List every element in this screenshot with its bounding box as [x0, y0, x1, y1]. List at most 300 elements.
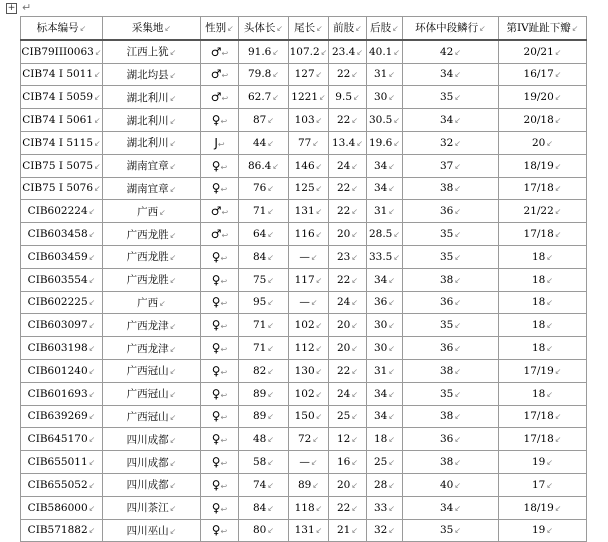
cell-value: 34	[373, 387, 388, 400]
cell-end-mark-icon: ↙	[315, 389, 323, 399]
cell-value: 79.8	[247, 68, 272, 81]
sex-value: ♀	[211, 363, 221, 378]
sex-value: ♂	[210, 90, 222, 105]
sex-value: ♀	[211, 181, 221, 196]
cell-midbody-scale-rows	[403, 405, 499, 428]
cell-toe-iv-lamellae	[499, 154, 587, 177]
cell-forelimb	[329, 200, 367, 223]
cell-midbody-scale-rows	[403, 245, 499, 268]
cell-end-mark-icon: ↙	[454, 458, 462, 468]
cell-value: 107.2	[289, 45, 320, 58]
paragraph-return-icon: ↩	[220, 459, 228, 469]
cell-locality	[103, 291, 201, 314]
cell-locality	[103, 223, 201, 246]
cell-end-mark-icon: ↙	[169, 504, 177, 514]
cell-end-mark-icon: ↙	[351, 184, 359, 194]
header-label: 性别	[205, 22, 227, 35]
cell-end-mark-icon: ↙	[554, 412, 562, 422]
cell-value: 112	[294, 342, 315, 355]
cell-value: 四川成都	[126, 456, 169, 469]
cell-value: 18/19	[523, 501, 554, 514]
cell-end-mark-icon: ↙	[94, 184, 101, 194]
cell-value: 34	[439, 68, 454, 81]
cell-value: 35	[439, 228, 454, 241]
cell-locality	[103, 109, 201, 132]
cell-toe-iv-lamellae	[499, 519, 587, 542]
cell-sex	[201, 337, 239, 360]
cell-value: 22	[336, 68, 351, 81]
cell-sex	[201, 473, 239, 496]
cell-value: 湖南宜章	[126, 160, 169, 173]
cell-end-mark-icon: ↙	[267, 435, 275, 445]
cell-midbody-scale-rows	[403, 314, 499, 337]
cell-end-mark-icon: ↙	[94, 47, 102, 57]
cell-tail-length	[289, 223, 329, 246]
cell-specimen-id	[21, 40, 103, 63]
paragraph-return-icon: ↩	[221, 94, 229, 104]
cell-value: CIB602225	[27, 296, 88, 309]
cell-forelimb	[329, 177, 367, 200]
cell-end-mark-icon: ↙	[227, 24, 234, 34]
cell-end-mark-icon: ↙	[554, 503, 562, 513]
cell-value: 38	[439, 273, 454, 286]
cell-specimen-id	[21, 428, 103, 451]
cell-end-mark-icon: ↙	[267, 412, 275, 422]
cell-value: CIB586000	[27, 501, 88, 514]
cell-value: 35	[439, 387, 454, 400]
cell-value: 20	[336, 478, 351, 491]
cell-end-mark-icon: ↙	[267, 480, 275, 490]
cell-hindlimb	[367, 519, 403, 542]
cell-specimen-id	[21, 245, 103, 268]
cell-value: —	[299, 250, 310, 263]
cell-end-mark-icon: ↙	[267, 344, 275, 354]
table-row	[21, 223, 587, 246]
cell-forelimb	[329, 473, 367, 496]
cell-end-mark-icon: ↙	[159, 207, 166, 217]
cell-value: 76	[252, 182, 267, 195]
cell-end-mark-icon: ↙	[169, 162, 177, 172]
cell-value: 36	[439, 296, 454, 309]
cell-end-mark-icon: ↙	[388, 412, 396, 422]
cell-end-mark-icon: ↙	[267, 275, 275, 285]
cell-value: 四川成都	[126, 433, 169, 446]
cell-value: 广西	[137, 296, 159, 309]
cell-value: 35	[439, 524, 454, 537]
cell-end-mark-icon: ↙	[351, 435, 359, 445]
table-row	[21, 63, 587, 86]
cell-end-mark-icon: ↙	[88, 458, 96, 468]
cell-end-mark-icon: ↙	[315, 70, 323, 80]
cell-midbody-scale-rows	[403, 268, 499, 291]
cell-end-mark-icon: ↙	[454, 275, 462, 285]
cell-value: 72	[297, 433, 312, 446]
cell-snout-vent-length	[239, 63, 289, 86]
cell-end-mark-icon: ↙	[88, 321, 96, 331]
cell-value: 40.1	[368, 45, 393, 58]
paragraph-return-icon: ↩	[220, 162, 228, 172]
cell-end-mark-icon: ↙	[351, 230, 359, 240]
cell-value: 21	[336, 524, 351, 537]
cell-end-mark-icon: ↙	[315, 230, 323, 240]
cell-end-mark-icon: ↙	[388, 458, 396, 468]
cell-tail-length	[289, 359, 329, 382]
cell-end-mark-icon: ↙	[454, 298, 462, 308]
header-sex	[201, 17, 239, 40]
cell-value: 38	[439, 456, 454, 469]
cell-value: 18	[531, 273, 546, 286]
cell-hindlimb	[367, 63, 403, 86]
cell-value: 48	[252, 433, 267, 446]
table-row	[21, 519, 587, 542]
cell-tail-length	[289, 314, 329, 337]
cell-end-mark-icon: ↙	[546, 298, 554, 308]
cell-value: 127	[294, 68, 315, 81]
cell-forelimb	[329, 291, 367, 314]
table-row	[21, 268, 587, 291]
cell-end-mark-icon: ↙	[169, 526, 177, 536]
cell-end-mark-icon: ↙	[351, 503, 359, 513]
sex-value: ♂	[210, 204, 222, 219]
table-row	[21, 245, 587, 268]
cell-value: 31	[373, 364, 388, 377]
cell-end-mark-icon: ↙	[554, 161, 562, 171]
cell-midbody-scale-rows	[403, 519, 499, 542]
cell-forelimb	[329, 131, 367, 154]
cell-value: 湖南宜章	[126, 182, 169, 195]
cell-snout-vent-length	[239, 200, 289, 223]
cell-end-mark-icon: ↙	[315, 321, 323, 331]
cell-end-mark-icon: ↙	[454, 252, 462, 262]
cell-forelimb	[329, 382, 367, 405]
sex-value: ♀	[211, 409, 221, 424]
cell-forelimb	[329, 86, 367, 109]
cell-end-mark-icon: ↙	[88, 435, 96, 445]
cell-end-mark-icon: ↙	[315, 207, 323, 217]
cell-midbody-scale-rows	[403, 177, 499, 200]
cell-value: 58	[252, 456, 267, 469]
cell-end-mark-icon: ↙	[88, 207, 96, 217]
cell-value: CIB603458	[27, 228, 88, 241]
cell-midbody-scale-rows	[403, 154, 499, 177]
cell-end-mark-icon: ↙	[392, 24, 399, 34]
cell-value: CIB603097	[27, 319, 88, 332]
cell-value: 19	[531, 456, 546, 469]
cell-value: 17/18	[523, 410, 554, 423]
cell-value: 36	[439, 433, 454, 446]
cell-value: CIB74 I 5011	[22, 68, 94, 81]
cell-toe-iv-lamellae	[499, 177, 587, 200]
header-locality	[103, 17, 201, 40]
header-label: 采集地	[131, 22, 164, 35]
cell-midbody-scale-rows	[403, 451, 499, 474]
cell-end-mark-icon: ↙	[315, 412, 323, 422]
header-tail-length	[289, 17, 329, 40]
cell-specimen-id	[21, 200, 103, 223]
cell-value: 18/19	[523, 159, 554, 172]
cell-snout-vent-length	[239, 428, 289, 451]
cell-value: 36	[373, 296, 388, 309]
cell-specimen-id	[21, 405, 103, 428]
cell-end-mark-icon: ↙	[388, 321, 396, 331]
cell-value: CIB74 I 5059	[22, 91, 94, 104]
cell-hindlimb	[367, 359, 403, 382]
cell-value: CIB74 I 5115	[22, 136, 94, 149]
cell-forelimb	[329, 245, 367, 268]
cell-value: 116	[294, 228, 315, 241]
specimen-table	[20, 16, 587, 542]
header-label: 第IV趾趾下瓣	[506, 22, 571, 35]
table-row	[21, 428, 587, 451]
cell-end-mark-icon: ↙	[267, 298, 275, 308]
cell-toe-iv-lamellae	[499, 359, 587, 382]
cell-value: 34	[373, 159, 388, 172]
cell-end-mark-icon: ↙	[267, 526, 275, 536]
paragraph-return-icon: ↩	[220, 413, 228, 423]
cell-end-mark-icon: ↙	[88, 275, 96, 285]
cell-toe-iv-lamellae	[499, 496, 587, 519]
cell-hindlimb	[367, 451, 403, 474]
cell-hindlimb	[367, 268, 403, 291]
cell-tail-length	[289, 245, 329, 268]
cell-end-mark-icon: ↙	[393, 138, 401, 148]
cell-hindlimb	[367, 109, 403, 132]
cell-end-mark-icon: ↙	[169, 481, 177, 491]
header-label: 头体长	[243, 22, 276, 35]
header-snout-vent-length	[239, 17, 289, 40]
cell-end-mark-icon: ↙	[267, 321, 275, 331]
cell-end-mark-icon: ↙	[351, 70, 359, 80]
cell-end-mark-icon: ↙	[272, 70, 280, 80]
cell-end-mark-icon: ↙	[454, 184, 462, 194]
cell-specimen-id	[21, 359, 103, 382]
sex-value: ♀	[211, 295, 221, 310]
cell-end-mark-icon: ↙	[88, 366, 96, 376]
cell-end-mark-icon: ↙	[388, 298, 396, 308]
cell-end-mark-icon: ↙	[169, 93, 177, 103]
cell-locality	[103, 63, 201, 86]
cell-end-mark-icon: ↙	[312, 138, 320, 148]
cell-value: 22	[336, 501, 351, 514]
cell-toe-iv-lamellae	[499, 200, 587, 223]
cell-locality	[103, 245, 201, 268]
cell-value: CIB75 I 5076	[22, 182, 94, 195]
cell-specimen-id	[21, 291, 103, 314]
cell-tail-length	[289, 382, 329, 405]
table-row	[21, 451, 587, 474]
cell-end-mark-icon: ↙	[267, 230, 275, 240]
cell-tail-length	[289, 291, 329, 314]
cell-end-mark-icon: ↙	[267, 389, 275, 399]
cell-end-mark-icon: ↙	[388, 366, 396, 376]
table-row	[21, 405, 587, 428]
cell-snout-vent-length	[239, 245, 289, 268]
cell-end-mark-icon: ↙	[388, 161, 396, 171]
header-toe-iv-lamellae	[499, 17, 587, 40]
cell-end-mark-icon: ↙	[546, 480, 554, 490]
cell-value: 146	[294, 159, 315, 172]
paragraph-return-icon: ↩	[220, 345, 228, 355]
cell-tail-length	[289, 86, 329, 109]
cell-sex	[201, 268, 239, 291]
cell-end-mark-icon: ↙	[546, 321, 554, 331]
cell-value: 34	[373, 182, 388, 195]
header-specimen-id	[21, 17, 103, 40]
cell-sex	[201, 451, 239, 474]
paragraph-return-icon: ↩	[220, 504, 228, 514]
cell-end-mark-icon: ↙	[316, 24, 323, 34]
cell-snout-vent-length	[239, 109, 289, 132]
sex-value: ♂	[210, 227, 222, 242]
header-midbody-scale-rows	[403, 17, 499, 40]
cell-end-mark-icon: ↙	[315, 184, 323, 194]
cell-end-mark-icon: ↙	[546, 252, 554, 262]
cell-end-mark-icon: ↙	[454, 138, 462, 148]
cell-value: CIB645170	[27, 433, 88, 446]
cell-specimen-id	[21, 131, 103, 154]
cell-value: 22	[336, 182, 351, 195]
cell-hindlimb	[367, 314, 403, 337]
cell-tail-length	[289, 154, 329, 177]
cell-end-mark-icon: ↙	[169, 70, 177, 80]
cell-value: 62.7	[247, 91, 272, 104]
cell-end-mark-icon: ↙	[454, 366, 462, 376]
cell-locality	[103, 519, 201, 542]
cell-hindlimb	[367, 405, 403, 428]
cell-value: —	[299, 456, 310, 469]
cell-snout-vent-length	[239, 496, 289, 519]
paragraph-return-icon: ↩	[220, 367, 228, 377]
cell-sex	[201, 200, 239, 223]
table-row	[21, 382, 587, 405]
cell-value: 广西冠山	[126, 365, 169, 378]
paragraph-return-icon: ↩	[220, 436, 228, 446]
cell-value: 30.5	[368, 114, 393, 127]
cell-hindlimb	[367, 223, 403, 246]
cell-value: 130	[294, 364, 315, 377]
cell-value: 21/22	[523, 205, 554, 218]
cell-midbody-scale-rows	[403, 63, 499, 86]
cell-sex	[201, 519, 239, 542]
cell-forelimb	[329, 268, 367, 291]
cell-end-mark-icon: ↙	[388, 207, 396, 217]
cell-value: —	[299, 296, 310, 309]
cell-value: 23	[336, 250, 351, 263]
table-body	[21, 40, 587, 542]
cell-end-mark-icon: ↙	[554, 230, 562, 240]
cell-value: 17/18	[523, 433, 554, 446]
sex-value: ♀	[211, 477, 221, 492]
cell-value: 湖北利川	[126, 91, 169, 104]
cell-end-mark-icon: ↙	[267, 458, 275, 468]
cell-value: CIB603459	[27, 250, 88, 263]
cell-value: 20/21	[523, 45, 554, 58]
cell-end-mark-icon: ↙	[169, 321, 177, 331]
cell-locality	[103, 268, 201, 291]
cell-end-mark-icon: ↙	[454, 207, 462, 217]
cell-hindlimb	[367, 382, 403, 405]
cell-toe-iv-lamellae	[499, 109, 587, 132]
cell-end-mark-icon: ↙	[88, 389, 96, 399]
cell-value: 117	[294, 273, 315, 286]
cell-end-mark-icon: ↙	[454, 412, 462, 422]
cell-value: 31	[373, 205, 388, 218]
header-label: 标本编号	[36, 22, 79, 35]
cell-value: 江西上犹	[126, 46, 169, 59]
cell-end-mark-icon: ↙	[169, 276, 177, 286]
cell-end-mark-icon: ↙	[554, 116, 562, 126]
sex-value: ♀	[211, 432, 221, 447]
cell-end-mark-icon: ↙	[388, 389, 396, 399]
cell-value: 16/17	[523, 68, 554, 81]
cell-locality	[103, 131, 201, 154]
cell-sex	[201, 382, 239, 405]
cell-value: 28	[373, 478, 388, 491]
header-label: 环体中段鳞行	[415, 22, 479, 35]
cell-end-mark-icon: ↙	[88, 412, 96, 422]
cell-end-mark-icon: ↙	[454, 435, 462, 445]
cell-end-mark-icon: ↙	[388, 184, 396, 194]
cell-value: 131	[294, 524, 315, 537]
cell-value: 18	[531, 319, 546, 332]
cell-value: 35	[439, 250, 454, 263]
cell-value: CIB601693	[27, 387, 88, 400]
cell-sex	[201, 154, 239, 177]
cell-value: 四川茶江	[126, 502, 169, 515]
cell-locality	[103, 314, 201, 337]
cell-specimen-id	[21, 63, 103, 86]
cell-value: 118	[294, 501, 315, 514]
cell-hindlimb	[367, 177, 403, 200]
cell-end-mark-icon: ↙	[351, 207, 359, 217]
cell-value: 12	[336, 433, 351, 446]
cell-value: 1221	[291, 91, 319, 104]
table-move-handle-icon[interactable]: +	[7, 3, 16, 13]
cell-end-mark-icon: ↙	[351, 480, 359, 490]
cell-value: 37	[439, 159, 454, 172]
cell-midbody-scale-rows	[403, 40, 499, 63]
cell-locality	[103, 405, 201, 428]
cell-locality	[103, 382, 201, 405]
cell-tail-length	[289, 451, 329, 474]
header-label: 后肢	[370, 22, 392, 35]
cell-end-mark-icon: ↙	[454, 503, 462, 513]
cell-value: 38	[439, 410, 454, 423]
cell-end-mark-icon: ↙	[393, 230, 401, 240]
cell-end-mark-icon: ↙	[319, 93, 326, 103]
cell-locality	[103, 86, 201, 109]
cell-forelimb	[329, 40, 367, 63]
cell-end-mark-icon: ↙	[310, 252, 318, 262]
cell-value: CIB603554	[27, 273, 88, 286]
cell-value: 38	[439, 364, 454, 377]
cell-specimen-id	[21, 109, 103, 132]
cell-locality	[103, 496, 201, 519]
cell-value: 36	[439, 205, 454, 218]
cell-end-mark-icon: ↙	[315, 526, 323, 536]
cell-forelimb	[329, 359, 367, 382]
sex-value: ♀	[211, 318, 221, 333]
cell-hindlimb	[367, 40, 403, 63]
cell-forelimb	[329, 154, 367, 177]
cell-end-mark-icon: ↙	[388, 435, 396, 445]
paragraph-return-icon: ↩	[220, 390, 228, 400]
cell-end-mark-icon: ↙	[454, 321, 462, 331]
cell-toe-iv-lamellae	[499, 86, 587, 109]
cell-snout-vent-length	[239, 268, 289, 291]
cell-locality	[103, 451, 201, 474]
sex-value: ♀	[211, 523, 221, 538]
